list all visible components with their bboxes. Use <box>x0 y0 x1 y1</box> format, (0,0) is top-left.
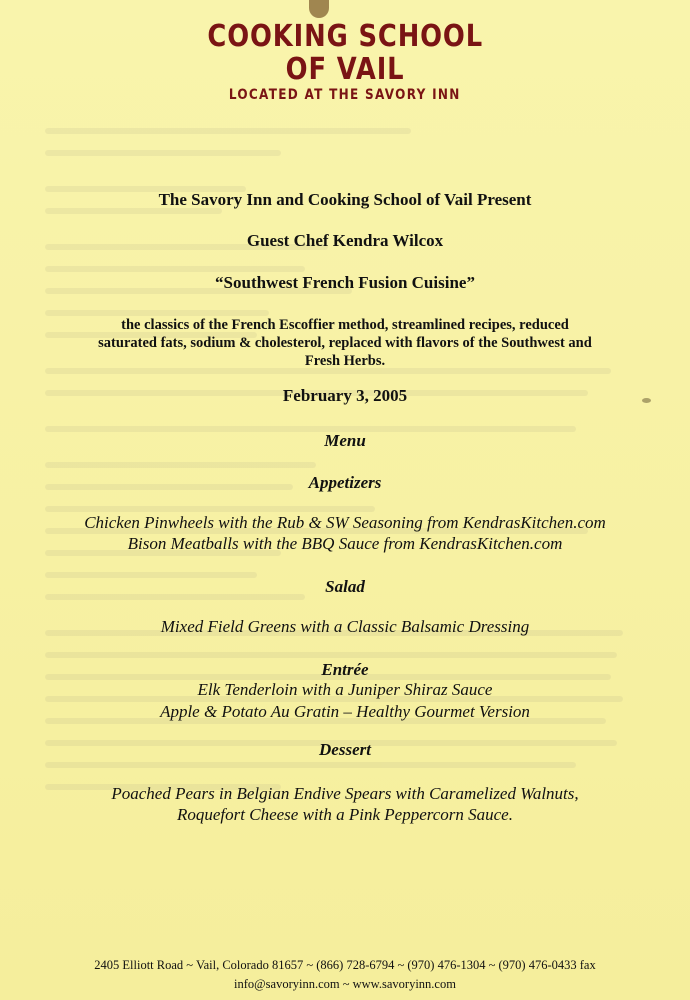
dessert-heading: Dessert <box>319 740 371 759</box>
logo-line-3: LOCATED AT THE SAVORY INN <box>229 87 461 103</box>
footer-contact: info@savoryinn.com ~ www.savoryinn.com <box>234 977 456 991</box>
logo-line-2: OF VAIL <box>285 52 405 87</box>
salad-item: Mixed Field Greens with a Classic Balsamic Dressing <box>160 617 530 636</box>
guest-chef-line: Guest Chef Kendra Wilcox <box>246 231 444 250</box>
entree-item: Apple & Potato Au Gratin – Healthy Gourmet Version <box>160 702 530 721</box>
menu-title: Menu <box>324 431 366 450</box>
appetizers-heading: Appetizers <box>308 473 382 492</box>
salad-heading: Salad <box>325 577 365 596</box>
entree-item: Elk Tenderloin with a Juniper Shiraz Sauce <box>197 680 493 699</box>
theme-line: “Southwest French Fusion Cuisine” <box>215 273 475 292</box>
event-date: February 3, 2005 <box>282 386 408 405</box>
paper-speck <box>642 398 651 403</box>
footer-address: 2405 Elliott Road ~ Vail, Colorado 81657 ~ (866) 728-6794 ~ (970) 476-1304 ~ (970) 476-0433 fax <box>94 958 596 972</box>
description-line-3: Fresh Herbs. <box>304 353 386 369</box>
appetizer-item: Bison Meatballs with the BBQ Sauce from KendrasKitchen.com <box>127 534 563 553</box>
appetizer-item: Chicken Pinwheels with the Rub & SW Seasoning from KendrasKitchen.com <box>84 513 606 532</box>
description-line-2: saturated fats, sodium & cholesterol, replaced with flavors of the Southwest and <box>98 335 592 351</box>
presenters-line: The Savory Inn and Cooking School of Vail Present <box>158 190 532 209</box>
description-line-1: the classics of the French Escoffier method, streamlined recipes, reduced <box>121 317 569 333</box>
logo-line-1: COOKING SCHOOL <box>207 19 483 54</box>
chili-pepper-logo-icon <box>309 0 329 18</box>
dessert-item: Poached Pears in Belgian Endive Spears with Caramelized Walnuts, <box>111 784 579 803</box>
entree-heading: Entrée <box>321 660 369 679</box>
dessert-item: Roquefort Cheese with a Pink Peppercorn Sauce. <box>177 805 513 824</box>
school-logo <box>0 20 690 104</box>
